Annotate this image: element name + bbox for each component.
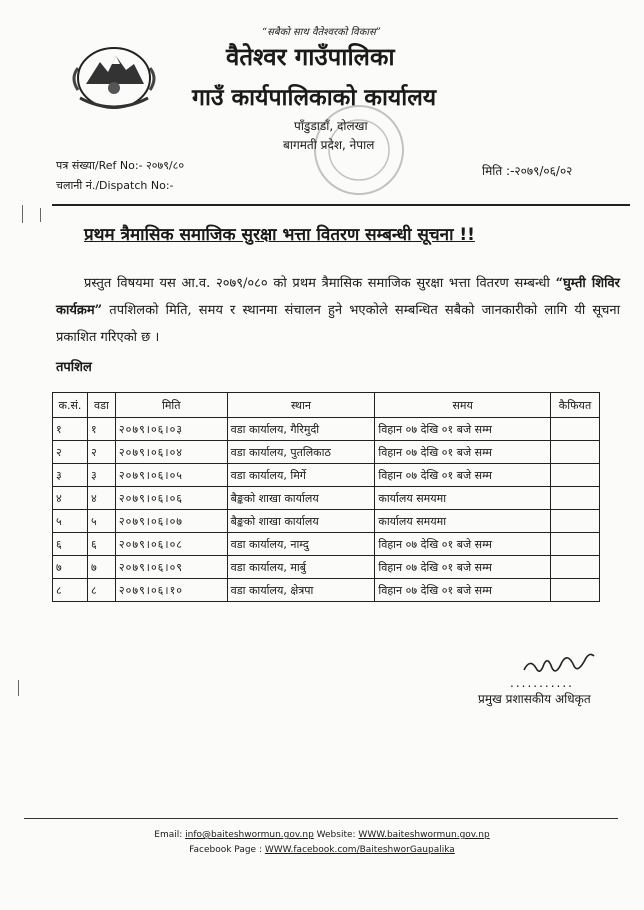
remarks-cell [551, 533, 600, 556]
remarks-cell [551, 556, 600, 579]
program-name: “घुम्ती शिविर कार्यक्रम” [56, 276, 620, 318]
schedule-table [52, 392, 600, 602]
column-header: मिति [115, 393, 227, 418]
dispatch-no: चलानी नं./Dispatch No:- [56, 179, 174, 192]
date-cell: २०७९।०६।०८ [115, 533, 227, 556]
body-text-part2: तपशिलको मिति, समय र स्थानमा संचालन हुने भएकोले सम्बन्धित सबैको जानकारीको लागि यी सूचना प्रकाशित गरिएको छ । [56, 303, 620, 345]
time-cell: विहान ०७ देखि ०१ बजे सम्म [375, 418, 551, 441]
date-cell: २०७९।०६।०९ [115, 556, 227, 579]
footer-facebook [0, 845, 644, 855]
serial-cell: ५ [53, 510, 88, 533]
signature-line: ........... [510, 676, 574, 690]
table-row [53, 533, 600, 556]
date-cell: २०७९।०६।०५ [115, 464, 227, 487]
column-header: समय [375, 393, 551, 418]
date-cell: २०७९।०६।०४ [115, 441, 227, 464]
remarks-cell [551, 441, 600, 464]
office-stamp [312, 103, 406, 197]
ward-cell: ७ [87, 556, 115, 579]
ref-no: पत्र संख्या/Ref No:- २०७९/८० [56, 159, 185, 172]
facebook-link[interactable]: WWW.facebook.com/BaiteshworGaupalika [264, 845, 455, 855]
time-cell: विहान ०७ देखि ०१ बजे सम्म [375, 441, 551, 464]
email-label: Email: [154, 830, 186, 840]
location-cell: वडा कार्यालय, मिर्गे [227, 464, 375, 487]
time-cell: कार्यालय समयमा [375, 487, 551, 510]
table-row [53, 464, 600, 487]
ward-cell: ५ [87, 510, 115, 533]
location-cell: वडा कार्यालय, मार्बु [227, 556, 375, 579]
margin-mark [18, 680, 19, 696]
time-cell: कार्यालय समयमा [375, 510, 551, 533]
serial-cell: ८ [53, 579, 88, 602]
date-cell: २०७९।०६।०७ [115, 510, 227, 533]
margin-mark [40, 208, 41, 222]
footer-divider [24, 818, 618, 819]
date-cell: २०७९।०६।१० [115, 579, 227, 602]
serial-cell: २ [53, 441, 88, 464]
column-header: कैफियत [551, 393, 600, 418]
remarks-cell [551, 464, 600, 487]
location-cell: वडा कार्यालय, नाम्दु [227, 533, 375, 556]
column-header: क.सं. [53, 393, 88, 418]
ward-cell: ४ [87, 487, 115, 510]
remarks-cell [551, 487, 600, 510]
location-cell: वडा कार्यालय, गैरिमुदी [227, 418, 375, 441]
org-name: वैतेश्वर गाउँपालिका [226, 43, 395, 71]
address-line-1: पाँडुडाडाँ, दोलखा [294, 119, 368, 133]
schedule-heading: तपशिल [56, 360, 92, 375]
notice-title: प्रथम त्रैमासिक समाजिक सुरक्षा भत्ता वितरण सम्बन्धी सूचना !! [84, 225, 475, 245]
body-text-part1: प्रस्तुत विषयमा यस आ.व. २०७९/०८० को प्रथम त्रैमासिक समाजिक सुरक्षा भत्ता वितरण सम्बन्धी [84, 276, 556, 291]
serial-cell: ६ [53, 533, 88, 556]
remarks-cell [551, 510, 600, 533]
location-cell: वडा कार्यालय, क्षेत्रपा [227, 579, 375, 602]
date-cell: २०७९।०६।०३ [115, 418, 227, 441]
motto: “सबैको साथ वैतेश्वरको विकास” [262, 27, 381, 38]
ward-cell: ३ [87, 464, 115, 487]
notice-body [56, 270, 620, 351]
table-row [53, 441, 600, 464]
time-cell: विहान ०७ देखि ०१ बजे सम्म [375, 556, 551, 579]
serial-cell: १ [53, 418, 88, 441]
website-label: Website: [313, 830, 359, 840]
header-divider [52, 204, 630, 206]
serial-cell: ७ [53, 556, 88, 579]
remarks-cell [551, 418, 600, 441]
location-cell: वडा कार्यालय, पुतलिकाठ [227, 441, 375, 464]
table-row [53, 487, 600, 510]
serial-cell: ३ [53, 464, 88, 487]
document-date: मिति :-२०७९/०६/०२ [482, 164, 573, 178]
date-cell: २०७९।०६।०६ [115, 487, 227, 510]
ward-cell: २ [87, 441, 115, 464]
time-cell: विहान ०७ देखि ०१ बजे सम्म [375, 533, 551, 556]
location-cell: बैङ्कको शाखा कार्यालय [227, 510, 375, 533]
government-emblem [66, 38, 162, 118]
facebook-label: Facebook Page : [189, 845, 265, 855]
table-row [53, 556, 600, 579]
table-row [53, 579, 600, 602]
time-cell: विहान ०७ देखि ०१ बजे सम्म [375, 464, 551, 487]
signatory-title: प्रमुख प्रशासकीय अधिकृत [478, 692, 591, 706]
location-cell: बैङ्कको शाखा कार्यालय [227, 487, 375, 510]
email-link[interactable]: info@baiteshwormun.gov.np [185, 830, 314, 840]
time-cell: विहान ०७ देखि ०१ बजे सम्म [375, 579, 551, 602]
website-link[interactable]: WWW.baiteshwormun.gov.np [358, 830, 490, 840]
ward-cell: ६ [87, 533, 115, 556]
table-header-row [53, 393, 600, 418]
table-row [53, 418, 600, 441]
table-row [53, 510, 600, 533]
office-name: गाउँ कार्यपालिकाको कार्यालय [192, 85, 437, 111]
ward-cell: ८ [87, 579, 115, 602]
footer-contact [0, 830, 644, 840]
remarks-cell [551, 579, 600, 602]
address-line-2: बागमती प्रदेश, नेपाल [283, 138, 375, 152]
ward-cell: १ [87, 418, 115, 441]
column-header: स्थान [227, 393, 375, 418]
margin-mark [22, 205, 23, 223]
serial-cell: ४ [53, 487, 88, 510]
column-header: वडा [87, 393, 115, 418]
